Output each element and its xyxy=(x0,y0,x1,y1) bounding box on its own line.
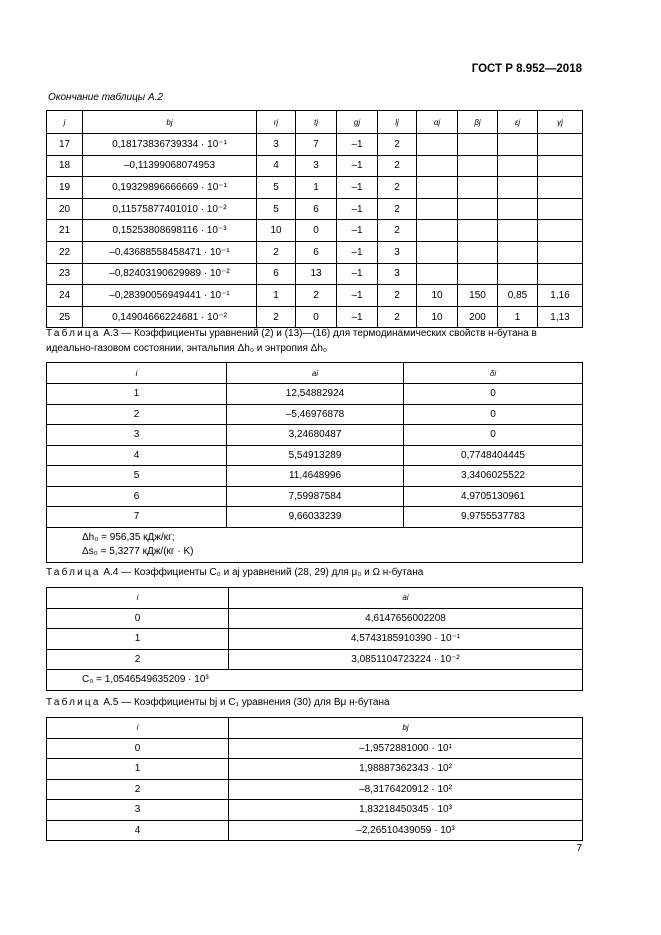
table-cell xyxy=(417,134,458,156)
table-row xyxy=(47,285,583,307)
table-cell: 0,7748404445 xyxy=(404,445,583,466)
table-a4-header-row xyxy=(47,588,583,609)
table-cell: 6 xyxy=(296,198,337,220)
table-cell: 2 xyxy=(378,285,417,307)
column-header: bj xyxy=(83,111,257,134)
table-cell: –0,82403190629989 · 10⁻² xyxy=(83,263,257,285)
table-cell: 24 xyxy=(47,285,83,307)
table-cell xyxy=(458,177,498,199)
table-cell: 2 xyxy=(47,779,229,800)
table-cell: 1 xyxy=(498,306,538,328)
column-header: j xyxy=(47,111,83,134)
table-cell xyxy=(538,134,583,156)
table-a5-header-row xyxy=(47,718,583,739)
table-row xyxy=(47,404,583,425)
table-cell: 7 xyxy=(47,507,227,528)
table-cell: 6 xyxy=(47,486,227,507)
table-a4-note: C₀ = 1,0546549635209 · 10³ xyxy=(47,670,583,691)
column-header: rj xyxy=(257,111,296,134)
table-row xyxy=(47,486,583,507)
table-cell xyxy=(458,155,498,177)
table-cell xyxy=(458,198,498,220)
table-row xyxy=(47,608,583,629)
table-cell: 4,9705130961 xyxy=(404,486,583,507)
table-cell: –0,43688558458471 · 10⁻¹ xyxy=(83,241,257,263)
table-row xyxy=(47,629,583,650)
table-a4 xyxy=(46,587,583,691)
table-row xyxy=(47,134,583,156)
table-cell: 3,24680487 xyxy=(227,425,404,446)
table-cell xyxy=(417,241,458,263)
table-row xyxy=(47,738,583,759)
table-cell: 2 xyxy=(378,134,417,156)
table-cell: –1,9572881000 · 10¹ xyxy=(229,738,583,759)
table-a4-caption xyxy=(46,565,586,580)
table-cell: 11,4648996 xyxy=(227,466,404,487)
table-a4-title: А.4 — Коэффициенты C₀ и aj уравнений (28, 29) для μ₀ и Ω н-бутана xyxy=(103,567,424,578)
table-cell: 19 xyxy=(47,177,83,199)
table-cell: 3 xyxy=(47,800,229,821)
table-cell xyxy=(538,177,583,199)
table-cell: –1 xyxy=(337,263,378,285)
column-header: gj xyxy=(337,111,378,134)
table-cell: 9,9755537783 xyxy=(404,507,583,528)
table-cell: 21 xyxy=(47,220,83,242)
column-header: βj xyxy=(458,111,498,134)
table-cell: 1 xyxy=(47,759,229,780)
table-cell xyxy=(538,241,583,263)
table-a3-note-entropy: Δs₀ = 5,3277 кДж/(кг · K) xyxy=(82,545,194,557)
table-row xyxy=(47,445,583,466)
table-cell: 1 xyxy=(47,629,229,650)
table-cell: 12,54882924 xyxy=(227,384,404,405)
table-a4-note-row xyxy=(47,670,583,691)
table-cell: 3,0851104723224 · 10⁻² xyxy=(229,649,583,670)
table-cell: –1 xyxy=(337,198,378,220)
table-row xyxy=(47,779,583,800)
column-header: εj xyxy=(498,111,538,134)
table-cell: 9,66033239 xyxy=(227,507,404,528)
table-a3-header-row xyxy=(47,363,583,384)
column-header: ai xyxy=(229,588,583,609)
column-header: ai xyxy=(227,363,404,384)
table-cell: –1 xyxy=(337,134,378,156)
table-cell: –1 xyxy=(337,241,378,263)
table-cell xyxy=(417,220,458,242)
table-a4-body xyxy=(47,608,583,670)
table-a3-body xyxy=(47,384,583,528)
table-cell: 0 xyxy=(296,306,337,328)
table-cell: 6 xyxy=(296,241,337,263)
column-header: αj xyxy=(417,111,458,134)
document-header: ГОСТ Р 8.952—2018 xyxy=(471,63,582,75)
table-cell: 3,3406025522 xyxy=(404,466,583,487)
table-a5 xyxy=(46,717,583,841)
table-cell xyxy=(538,198,583,220)
table-cell: 6 xyxy=(257,263,296,285)
table-cell: 2 xyxy=(257,306,296,328)
table-cell: 5,54913289 xyxy=(227,445,404,466)
column-header: i xyxy=(47,718,229,739)
table-cell: 20 xyxy=(47,198,83,220)
table-cell: 5 xyxy=(47,466,227,487)
table-cell: 1,98887362343 · 10² xyxy=(229,759,583,780)
table-cell: 0,85 xyxy=(498,285,538,307)
page-number: 7 xyxy=(576,843,582,854)
table-cell: 3 xyxy=(378,241,417,263)
table-cell: 1 xyxy=(257,285,296,307)
table-cell: 25 xyxy=(47,306,83,328)
table-cell xyxy=(417,263,458,285)
table-cell: –1 xyxy=(337,285,378,307)
table-a3-note-enthalpy: Δh₀ = 956,35 кДж/кг; xyxy=(82,531,175,543)
table-row xyxy=(47,155,583,177)
table-a2-caption: Окончание таблицы А.2 xyxy=(48,92,163,103)
table-a3 xyxy=(46,362,583,563)
table-cell: 3 xyxy=(47,425,227,446)
table-cell: 7,59987584 xyxy=(227,486,404,507)
table-cell: 0,14904666224681 · 10⁻² xyxy=(83,306,257,328)
table-cell: 0 xyxy=(47,738,229,759)
column-header: δi xyxy=(404,363,583,384)
column-header: γj xyxy=(538,111,583,134)
table-row xyxy=(47,800,583,821)
table-cell: –2,26510439059 · 10³ xyxy=(229,820,583,841)
table-cell: 17 xyxy=(47,134,83,156)
table-row xyxy=(47,177,583,199)
table-cell: 5 xyxy=(257,177,296,199)
table-cell xyxy=(417,177,458,199)
table-cell: 1 xyxy=(296,177,337,199)
table-cell: 0,11575877401010 · 10⁻² xyxy=(83,198,257,220)
table-row xyxy=(47,241,583,263)
column-header: i xyxy=(47,588,229,609)
table-cell: 10 xyxy=(257,220,296,242)
table-cell: –1 xyxy=(337,177,378,199)
table-cell xyxy=(498,155,538,177)
table-row xyxy=(47,306,583,328)
table-a5-label: Таблица xyxy=(46,697,101,708)
table-cell: 4 xyxy=(257,155,296,177)
table-cell xyxy=(538,220,583,242)
table-cell: 3 xyxy=(378,263,417,285)
table-cell: –5,46976878 xyxy=(227,404,404,425)
table-cell: 1,13 xyxy=(538,306,583,328)
column-header: tj xyxy=(296,111,337,134)
table-cell: 200 xyxy=(458,306,498,328)
table-cell xyxy=(538,155,583,177)
column-header: bj xyxy=(229,718,583,739)
table-cell: 0,18173836739334 · 10⁻¹ xyxy=(83,134,257,156)
table-a2 xyxy=(46,110,583,328)
table-a3-notes-row xyxy=(47,527,583,562)
table-cell: 2 xyxy=(296,285,337,307)
table-row xyxy=(47,198,583,220)
table-cell: –8,3176420912 · 10² xyxy=(229,779,583,800)
table-cell: –0,11399068074953 xyxy=(83,155,257,177)
table-cell xyxy=(458,134,498,156)
table-row xyxy=(47,466,583,487)
table-cell: 18 xyxy=(47,155,83,177)
column-header: i xyxy=(47,363,227,384)
table-cell: 5 xyxy=(257,198,296,220)
table-cell: 10 xyxy=(417,306,458,328)
table-cell xyxy=(417,198,458,220)
table-cell xyxy=(498,263,538,285)
table-row xyxy=(47,263,583,285)
table-cell: 13 xyxy=(296,263,337,285)
table-cell: 22 xyxy=(47,241,83,263)
table-row xyxy=(47,649,583,670)
table-row xyxy=(47,425,583,446)
table-cell: –1 xyxy=(337,155,378,177)
table-cell xyxy=(498,177,538,199)
table-cell: 0 xyxy=(404,384,583,405)
table-cell: 23 xyxy=(47,263,83,285)
table-a3-title: А.3 — Коэффициенты уравнений (2) и (13)—(16) для термодинамических свойств н-бутана в идеально-газовом состоянии, энтальпия Δh₀ и энтропия Δh₀ xyxy=(46,328,537,354)
table-cell: 2 xyxy=(378,198,417,220)
table-a3-notes xyxy=(47,527,583,562)
table-cell xyxy=(498,241,538,263)
table-cell: –1 xyxy=(337,220,378,242)
table-cell: 1,83218450345 · 10³ xyxy=(229,800,583,821)
table-cell: 4,6147656002208 xyxy=(229,608,583,629)
table-cell: 10 xyxy=(417,285,458,307)
table-cell: 1,16 xyxy=(538,285,583,307)
table-cell xyxy=(498,198,538,220)
table-cell: 1 xyxy=(47,384,227,405)
table-cell: 3 xyxy=(296,155,337,177)
table-cell xyxy=(417,155,458,177)
table-a4-label: Таблица xyxy=(46,567,101,578)
table-cell: 4 xyxy=(47,820,229,841)
table-cell: –1 xyxy=(337,306,378,328)
table-cell: 2 xyxy=(47,404,227,425)
table-a5-title: А.5 — Коэффициенты bj и C₁ уравнения (30) для Bμ н-бутана xyxy=(103,697,390,708)
table-a2-header-row xyxy=(47,111,583,134)
table-cell: 3 xyxy=(257,134,296,156)
table-cell: 4,5743185910390 · 10⁻¹ xyxy=(229,629,583,650)
table-cell: 0 xyxy=(47,608,229,629)
table-cell xyxy=(538,263,583,285)
table-cell: 2 xyxy=(257,241,296,263)
table-row xyxy=(47,759,583,780)
table-a3-caption xyxy=(46,326,586,356)
table-cell: –0,28390056949441 · 10⁻¹ xyxy=(83,285,257,307)
table-cell: 0 xyxy=(296,220,337,242)
table-a2-body xyxy=(47,134,583,328)
table-a3-label: Таблица xyxy=(46,328,101,339)
table-cell xyxy=(458,263,498,285)
table-row xyxy=(47,820,583,841)
table-a5-body xyxy=(47,738,583,841)
table-cell: 2 xyxy=(378,220,417,242)
table-row xyxy=(47,507,583,528)
table-cell xyxy=(458,241,498,263)
table-cell: 0,19329896666669 · 10⁻¹ xyxy=(83,177,257,199)
table-cell xyxy=(498,134,538,156)
table-cell: 7 xyxy=(296,134,337,156)
table-cell: 0 xyxy=(404,404,583,425)
column-header: lj xyxy=(378,111,417,134)
table-cell: 2 xyxy=(47,649,229,670)
table-row xyxy=(47,220,583,242)
table-cell: 2 xyxy=(378,306,417,328)
table-cell: 0 xyxy=(404,425,583,446)
table-cell xyxy=(458,220,498,242)
table-cell xyxy=(498,220,538,242)
table-cell: 150 xyxy=(458,285,498,307)
table-cell: 4 xyxy=(47,445,227,466)
table-row xyxy=(47,384,583,405)
table-cell: 2 xyxy=(378,155,417,177)
table-a5-caption xyxy=(46,695,586,710)
table-cell: 2 xyxy=(378,177,417,199)
table-cell: 0,15253808698116 · 10⁻³ xyxy=(83,220,257,242)
